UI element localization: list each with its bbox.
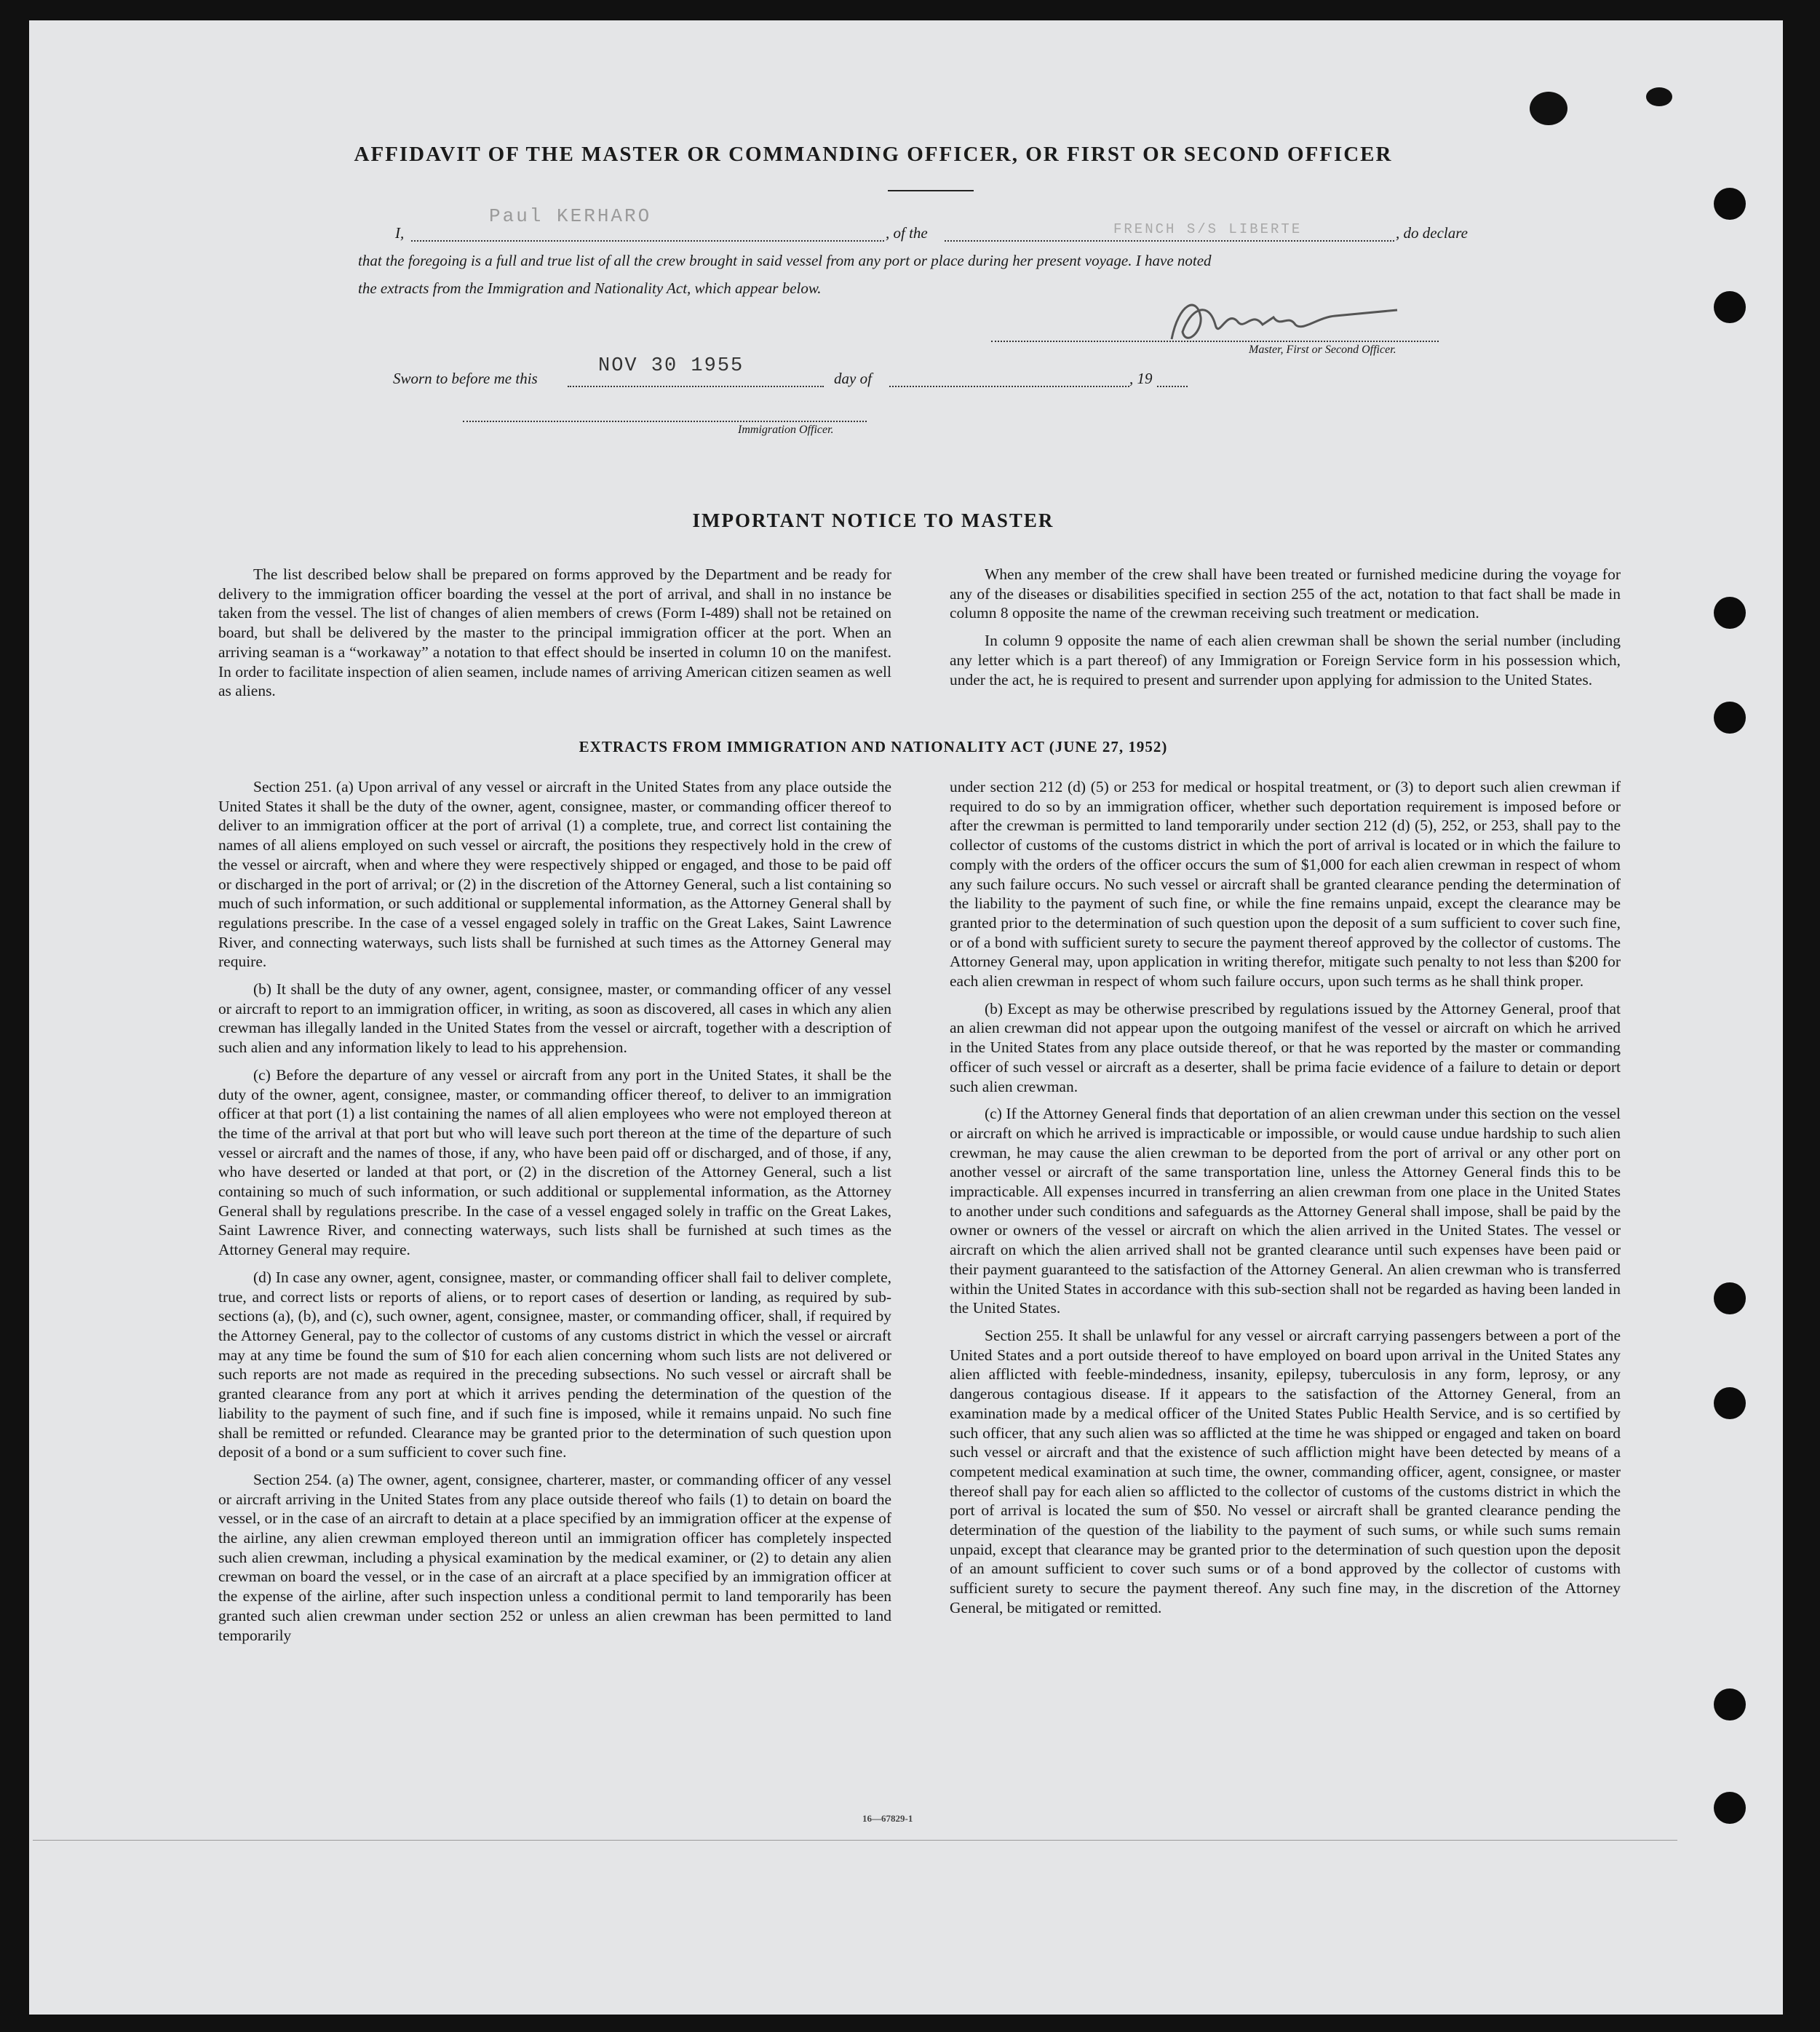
- master-name-value: Paul KERHARO: [489, 205, 652, 227]
- section-paragraph: (b) Except as may be otherwise prescribed by regulations issued by the Attorney General, proof that an alien crewman did not appear upon the outgoing manifest of the vessel or aircraft on which he arrived in the United States from any place outside thereof, or that he was reported by the master or commanding officer of such vessel or aircraft as a deserter, shall be prima facie evidence of a failure to detain or deport such alien crewman.: [950, 999, 1621, 1095]
- officer-caption: Immigration Officer.: [738, 424, 834, 436]
- i-label: I,: [395, 224, 405, 242]
- year-label: , 19: [1129, 370, 1153, 387]
- title-rule: [888, 190, 974, 191]
- punch-hole: [1714, 291, 1746, 323]
- extracts-right-column: [950, 777, 1621, 1626]
- signature-line: [991, 341, 1439, 342]
- extracts-left-column: [218, 777, 891, 1653]
- master-name-line: [411, 240, 884, 242]
- affidavit-title: AFFIDAVIT OF THE MASTER OR COMMANDING OFFICER, OR FIRST OR SECOND OFFICER: [354, 143, 1393, 166]
- signature-caption: Master, First or Second Officer.: [1249, 344, 1396, 356]
- notice-title: IMPORTANT NOTICE TO MASTER: [692, 509, 1054, 531]
- year-line: [1157, 386, 1188, 387]
- of-the-label: , of the: [886, 224, 928, 242]
- sworn-date-line: [568, 386, 824, 387]
- day-of-label: day of: [834, 370, 872, 387]
- declaration-line-1: that the foregoing is a full and true list of all the crew brought in said vessel from any port or place during her present voyage. I have noted: [358, 252, 1212, 269]
- section-paragraph: (c) Before the departure of any vessel or aircraft from any port in the United States, it shall be the duty of the owner, agent, consignee, master, or commanding officer thereof, to deliver to an immigration officer at that port (1) a list containing the names of all alien employees who were not employed thereon at the time of the arrival at that port but who will leave such port thereon at the time of the departure of such vessel or aircraft and the names of those, if any, who have been paid off or discharged, and of those, if any, who have deserted or landed at that port, or (2) in the discretion of the Attorney General, such a list containing so much of such information, or such additional or supplemental information, as the Attorney General shall by regulations prescribe. In the case of a vessel engaged solely in traffic on the Great Lakes, Saint Lawrence River, and connecting waterways, such lists shall be furnished at such times as the Attorney General may require.: [218, 1065, 891, 1259]
- punch-hole: [1714, 597, 1746, 629]
- notice-right-paragraph: In column 9 opposite the name of each alien crewman shall be shown the serial number (including any letter which is a part thereof) of any Immigration or Foreign Service form in his possession which, under the act, he is required to present and surrender upon applying for admission to the United States.: [950, 632, 1621, 688]
- ink-blot: [1646, 87, 1672, 106]
- section-paragraph: Section 254. (a) The owner, agent, consignee, charterer, master, or commanding officer of any vessel or aircraft arriving in the United States from any place outside thereof who fails (1) to detain on board the vessel, or in the case of an aircraft to detain at a place specified by an immigration officer at the expense of the airline, any alien crewman employed thereon until an immigration officer has completely inspected such alien crewman, including a physical examination by the medical examiner, or (2) to detain any alien crewman on board the vessel, or in the case of an aircraft at a place specified by an immigration officer at the expense of the airline, after such inspection unless a conditional permit to land temporarily has been granted such alien crewman under section 252 or unless an alien crewman has been permitted to land temporarily: [218, 1470, 891, 1644]
- punch-hole: [1714, 1387, 1746, 1419]
- section-paragraph: (c) If the Attorney General finds that deportation of an alien crewman under this section on the vessel or aircraft on which he arrived is impracticable or impossible, or would cause undue hardship to such alien crewman, he may cause the alien crewman to be deported from the port of arrival or any other port on another vessel or aircraft of the same transportation line, unless the Attorney General finds this to be impracticable. All expenses incurred in transferring an alien crewman from one place in the United States to another under such conditions and safeguards as the Attorney General shall impose, shall be paid by the owner or owners of the vessel or aircraft on which the alien arrived in the United States. The vessel or aircraft on which the alien arrived shall not be granted clearance until such expenses have been paid or their payment guaranteed to the satisfaction of the Attorney General. An alien crewman who is transferred within the United States in accordance with this sub-section shall not be regarded as having been landed in the United States.: [950, 1105, 1621, 1317]
- notice-left-column: [218, 565, 891, 709]
- section-paragraph: Section 251. (a) Upon arrival of any vessel or aircraft in the United States from any place outside the United States it shall be the duty of the owner, agent, consignee, master, or commanding officer thereof to deliver to an immigration officer at the port of arrival (1) a complete, true, and correct list containing the names of all aliens employed on such vessel or aircraft, the positions they respectively hold in the crew of the vessel or aircraft, when and where they were respectively shipped or engaged, and those to be paid off or discharged in the port of arrival; or (2) in the discretion of the Attorney General, such a list containing so much of such information, or such additional or supplemental information, as the Attorney General shall by regulations prescribe. In the case of a vessel engaged solely in traffic on the Great Lakes, Saint Lawrence River, and connecting waterways, such lists shall be furnished at such times as the Attorney General may require.: [218, 778, 891, 971]
- sworn-date-value: NOV 30 1955: [598, 355, 744, 377]
- punch-hole: [1714, 1282, 1746, 1314]
- day-of-line: [889, 386, 1129, 387]
- section-paragraph: (b) It shall be the duty of any owner, agent, consignee, master, or commanding officer of any vessel or aircraft to report to an immigration officer, in writing, as soon as discovered, all cases in which any alien crewman has illegally landed in the United States from the vessel or aircraft, together with a description of such alien and any information likely to lead to his apprehension.: [218, 980, 891, 1057]
- punch-hole: [1714, 1688, 1746, 1721]
- page-fold-line: [33, 1840, 1677, 1841]
- punch-hole: [1714, 188, 1746, 220]
- officer-signature-line: [463, 421, 867, 422]
- notice-left-paragraph: The list described below shall be prepared on forms approved by the Department and be ready for delivery to the immigration officer boarding the vessel at the port of arrival, and shall in no instance be taken from the vessel. The list of changes of alien members of crews (Form I-489) shall not be retained on board, but shall be delivered by the master to the principal immigration officer at the port. When an arriving seaman is a “workaway” a notation to that effect should be inserted in column 10 on the manifest. In order to facilitate inspection of alien seamen, include names of arriving American citizen seamen as well as aliens.: [218, 565, 891, 700]
- punch-hole: [1714, 1792, 1746, 1824]
- sworn-label: Sworn to before me this: [393, 370, 538, 387]
- declaration-line-2: the extracts from the Immigration and Nationality Act, which appear below.: [358, 279, 822, 297]
- vessel-name-value: FRENCH S/S LIBERTE: [1113, 221, 1303, 237]
- notice-right-column: [950, 565, 1621, 697]
- form-code: 16—67829-1: [862, 1813, 913, 1824]
- section-paragraph: (d) In case any owner, agent, consignee, master, or commanding officer shall fail to deliver complete, true, and correct lists or reports of aliens, or to report cases of desertion or landing, as required by sub-sections (a), (b), and (c), such owner, agent, consignee, master, or commanding officer, shall, if required by the Attorney General, pay to the collector of customs of any customs district in which the vessel or aircraft may at any time be found the sum of $10 for each alien concerning whom such lists are not delivered or such reports are not made as required in the preceding subsections. No such vessel or aircraft shall be granted clearance from any port at which it arrives pending the determination of the question of the liability to the payment of such fine, and if such fine is imposed, while it remains unpaid. No such fine shall be remitted or refunded. Clearance may be granted prior to the determination of such question upon deposit of a bond or a sum sufficient to cover such fine.: [218, 1268, 891, 1461]
- ink-blot: [1530, 92, 1567, 125]
- punch-hole: [1714, 702, 1746, 734]
- do-declare-label: , do declare: [1396, 224, 1468, 242]
- vessel-name-line: [945, 240, 1394, 242]
- section-paragraph: Section 255. It shall be unlawful for any vessel or aircraft carrying passengers between a port of the United States and a port outside thereof to have employed on board upon arrival in the United States any alien afflicted with feeble-mindedness, insanity, epilepsy, tuberculosis in any form, leprosy, or any dangerous contagious disease. If it appears to the satisfaction of the Attorney General, from an examination made by a medical officer of the United States Public Health Service, and is so certified by such officer, that any such alien was so afflicted at the time he was shipped or engaged and taken on board such vessel or aircraft and that the existence of such affliction might have been detected by means of a competent medical examination at such time, the owner, commanding officer, agent, consignee, or master thereof shall pay for each alien so afflicted to the collector of customs of the customs district in which the port of arrival is located the sum of $50. No vessel or aircraft shall be granted clearance pending the determination of the question of the liability to the payment of such sums, or while such sums remain unpaid, except that clearance may be granted prior to the determination of such question upon the deposit of an amount sufficient to cover such sums or of a bond approved by the collector of customs with sufficient surety to secure the payment thereof. Any such fine may, in the discretion of the Attorney General, be mitigated or remitted.: [950, 1326, 1621, 1616]
- extracts-title: EXTRACTS FROM IMMIGRATION AND NATIONALITY ACT (JUNE 27, 1952): [579, 738, 1168, 755]
- section-paragraph: under section 212 (d) (5) or 253 for medical or hospital treatment, or (3) to deport such alien crewman if required to do so by an immigration officer, whether such deportation requirement is imposed before or after the crewman is permitted to land temporarily under section 212 (d) (5), 252, or 253, shall pay to the collector of customs of the customs district in which the port of arrival is located or in which the failure to comply with the orders of the officer occurs the sum of $1,000 for each alien crewman in respect of whom any such failure occurs. No such vessel or aircraft shall be granted clearance pending the determination of the liability to the payment of such fine, or while the fine remains unpaid, except the clearance may be granted prior to the determination of such question upon the deposit of a sum sufficient to cover such fine, or of a bond with sufficient surety to secure the payment thereof approved by the collector of customs. The Attorney General may, upon application in writing therefor, mitigate such penalty to not less than $200 for each alien crewman in respect of whom such failure occurs, upon such terms as he shall think proper.: [950, 778, 1621, 991]
- notice-right-paragraph: When any member of the crew shall have been treated or furnished medicine during the voyage for any of the diseases or disabilities specified in section 255 of the act, notation to that fact shall be made in column 8 opposite the name of the crewman receiving such treatment or medication.: [950, 565, 1621, 622]
